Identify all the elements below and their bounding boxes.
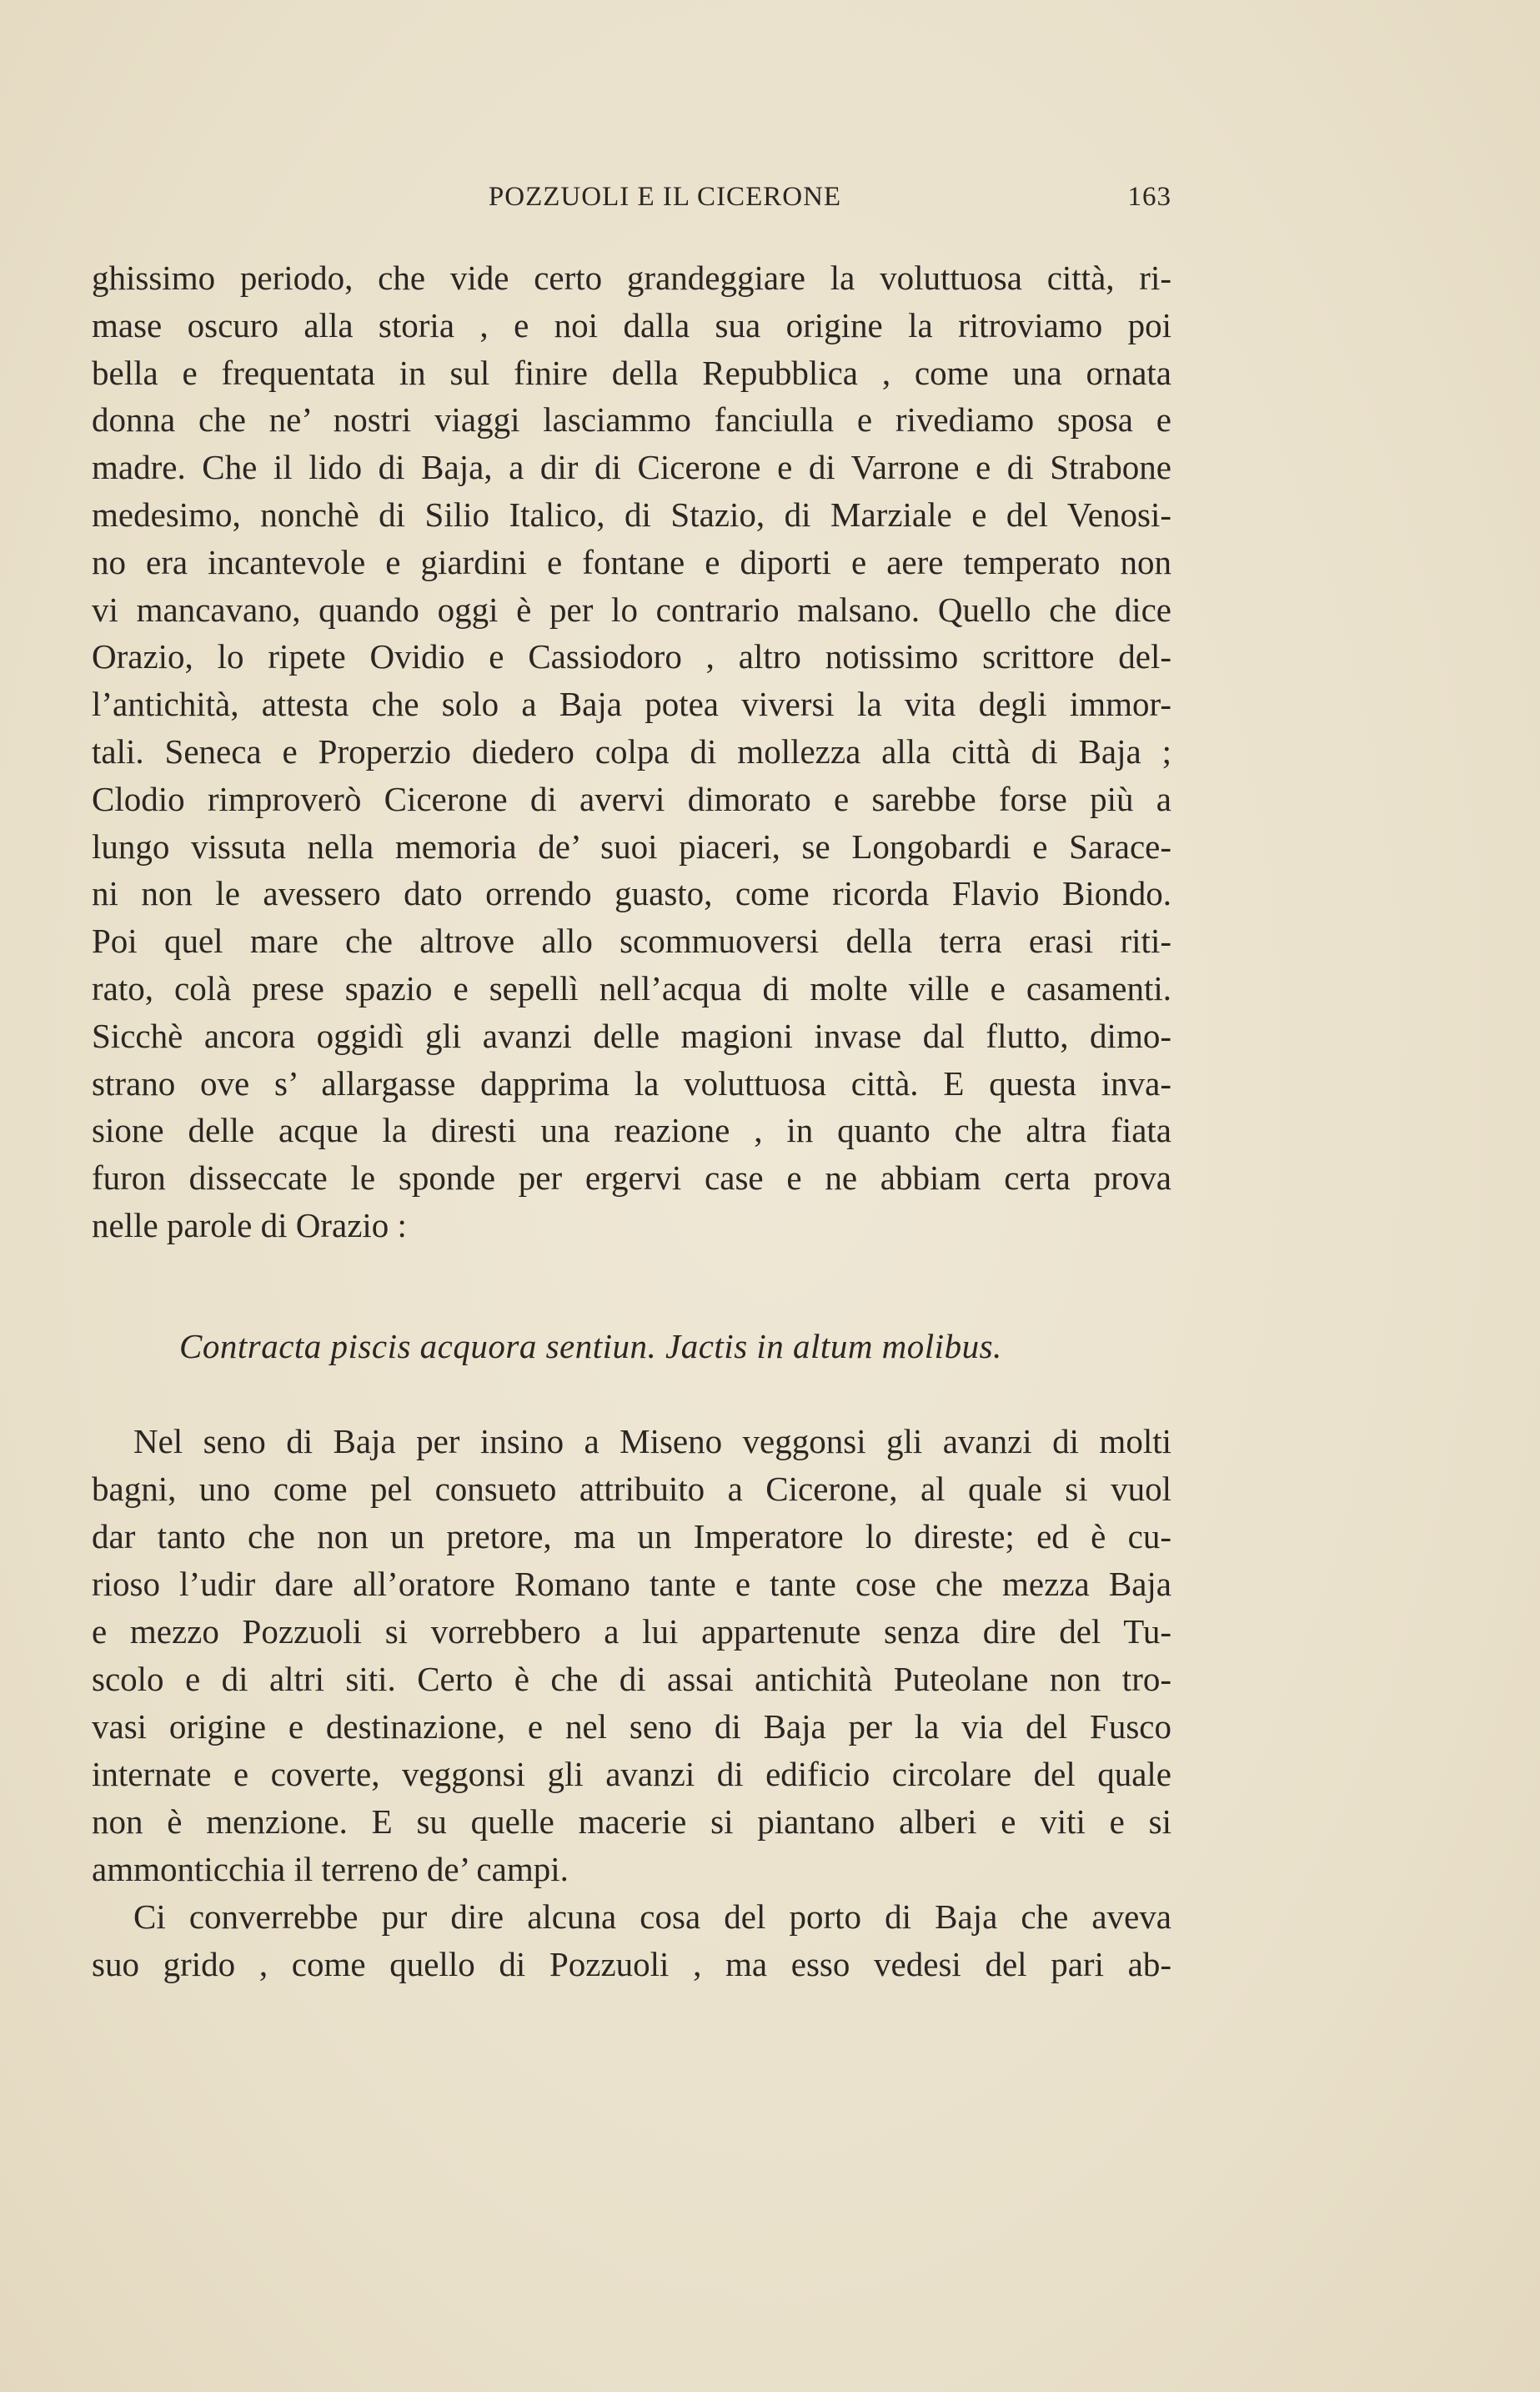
text-line: vasi origine e destinazione, e nel seno di Baja per la via del Fusco	[92, 1707, 1171, 1746]
text-line: suo grido , come quello di Pozzuoli , ma esso vedesi del pari ab-	[92, 1945, 1171, 1983]
text-line: medesimo, nonchè di Silio Italico, di Stazio, di Marziale e del Venosi-	[92, 495, 1171, 534]
text-line: strano ove s’ allargasse dapprima la voluttuosa città. E questa inva-	[92, 1063, 1171, 1103]
text-line: Clodio rimproverò Cicerone di avervi dimorato e sarebbe forse più a	[92, 779, 1171, 818]
text-line: madre. Che il lido di Baja, a dir di Cicerone e di Varrone e di Strabone	[92, 448, 1171, 487]
text-line: ghissimo periodo, che vide certo grandeggiare la voluttuosa città, ri-	[92, 259, 1171, 297]
text-line: Nel seno di Baja per insino a Miseno veggonsi gli avanzi di molti	[133, 1422, 1171, 1460]
text-line: Sicchè ancora oggidì gli avanzi delle magioni invase dal flutto, dimo-	[92, 1016, 1171, 1055]
text-line: bella e frequentata in sul finire della Repubblica , come una ornata	[92, 353, 1171, 392]
running-head-title: POZZUOLI E IL CICERONE	[488, 182, 842, 212]
text-line: donna che ne’ nostri viaggi lasciammo fanciulla e rivediamo sposa e	[92, 400, 1171, 440]
latin-quotation: Contracta piscis acquora sentiun. Jactis in altum molibus.	[179, 1327, 1002, 1365]
text-line: internate e coverte, veggonsi gli avanzi di edificio circolare del quale	[92, 1755, 1171, 1793]
text-line: sione delle acque la diresti una reazione , in quanto che altra fiata	[92, 1111, 1171, 1150]
text-line: vi mancavano, quando oggi è per lo contrario malsano. Quello che dice	[92, 590, 1171, 629]
text-line: no era incantevole e giardini e fontane e diporti e aere temperato non	[92, 542, 1171, 581]
text-line: bagni, uno come pel consueto attribuito a Cicerone, al quale si vuol	[92, 1470, 1171, 1508]
text-line: rioso l’udir dare all’oratore Romano tante e tante cose che mezza Baja	[92, 1565, 1171, 1603]
text-line: nelle parole di Orazio :	[92, 1205, 407, 1244]
text-line: Orazio, lo ripete Ovidio e Cassiodoro , altro notissimo scrittore del-	[92, 637, 1171, 676]
paragraph-2	[92, 1418, 1171, 1988]
text-line: l’antichità, attesta che solo a Baja potea viversi la vita degli immor-	[92, 685, 1171, 724]
text-line: mase oscuro alla storia , e noi dalla sua origine la ritroviamo poi	[92, 305, 1171, 344]
text-line: Ci converrebbe pur dire alcuna cosa del porto di Baja che aveva	[133, 1897, 1171, 1936]
text-line: tali. Seneca e Properzio diedero colpa di mollezza alla città di Baja ;	[92, 731, 1171, 771]
text-line: ni non le avessero dato orrendo guasto, come ricorda Flavio Biondo.	[92, 874, 1171, 913]
text-line: dar tanto che non un pretore, ma un Imperatore lo direste; ed è cu-	[92, 1517, 1171, 1555]
text-line: scolo e di altri siti. Certo è che di assai antichità Puteolane non tro-	[92, 1660, 1171, 1698]
text-line: rato, colà prese spazio e sepellì nell’acqua di molte ville e casamenti.	[92, 968, 1171, 1008]
text-line: e mezzo Pozzuoli si vorrebbero a lui appartenute senza dire del Tu-	[92, 1612, 1171, 1651]
text-line: lungo vissuta nella memoria de’ suoi piaceri, se Longobardi e Sarace-	[92, 827, 1171, 866]
text-line: non è menzione. E su quelle macerie si piantano alberi e viti e si	[92, 1802, 1171, 1841]
running-head	[158, 182, 1171, 224]
text-line: Poi quel mare che altrove allo scommuoversi della terra erasi riti-	[92, 922, 1171, 961]
text-line: furon disseccate le sponde per ergervi case e ne abbiam certa prova	[92, 1158, 1171, 1198]
paragraph-1	[92, 254, 1171, 1249]
text-line: ammonticchia il terreno de’ campi.	[92, 1850, 569, 1888]
page-number: 163	[1127, 182, 1171, 212]
